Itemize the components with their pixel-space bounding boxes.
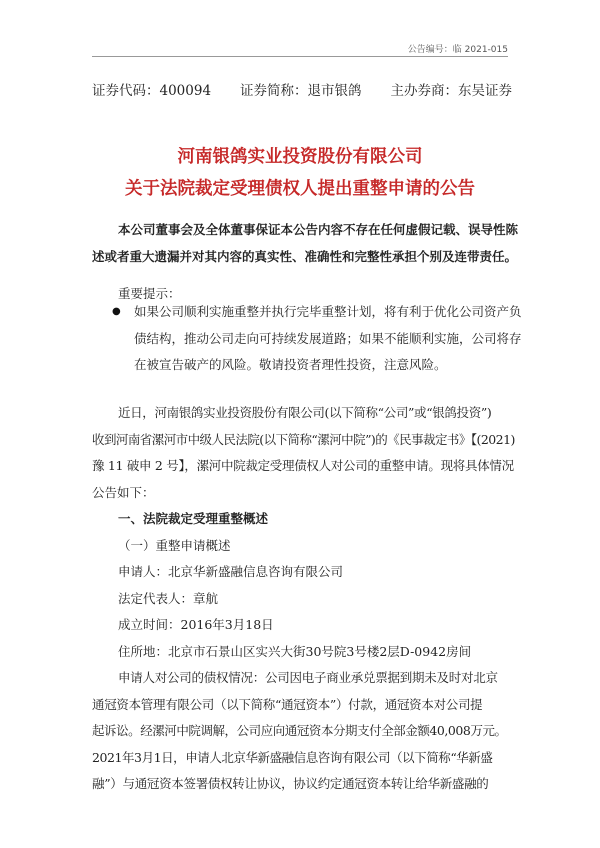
title-line-2: 关于法院裁定受理债权人提出重整申请的公告	[125, 179, 475, 199]
applicant: 申请人：北京华新盛融信息咨询有限公司	[118, 564, 344, 579]
address: 住所地：北京市石景山区实兴大街30号院3号楼2层D-0942房间	[118, 643, 472, 659]
board-statement-line: 述或者重大遗漏并对其内容的真实性、准确性和完整性承担个别及连带责任。	[92, 248, 518, 264]
claims-line: 融”）与通冠资本签署债权转让协议，协议约定通冠资本转让给华新盛融的	[92, 776, 489, 791]
intro-line: 近日，河南银鸽实业投资股份有限公司(以下简称“公司”或“银鸽投资”)	[118, 405, 492, 420]
notice-line: 如果公司顺利实施重整并执行完毕重整计划，将有利于优化公司资产负	[134, 304, 522, 319]
section-heading: 一、法院裁定受理重整概述	[118, 511, 269, 526]
notice-line: 债结构，推动公司走向可持续发展道路；如果不能顺利实施，公司将存	[134, 330, 522, 346]
intro-line: 豫 11 破申 2 号】，漯河中院裁定受理债权人对公司的重整申请。现将具体情况	[92, 458, 514, 473]
security-abbr: 证券简称：退市银鸽	[240, 83, 362, 99]
notice-label: 重要提示：	[118, 286, 181, 301]
bullet-icon: ●	[112, 306, 121, 317]
announcement-code: 公告编号：临 2021-015	[407, 45, 508, 55]
legal-representative: 法定代表人：章航	[118, 590, 219, 606]
title-line-1: 河南银鸽实业投资股份有限公司	[177, 147, 423, 167]
claims-line: 起诉讼。经漯河中院调解，公司应向通冠资本分期支付全部金额40,008万元。	[92, 723, 507, 738]
intro-line: 公告如下：	[92, 484, 155, 500]
claims-line: 通冠资本管理有限公司（以下简称“通冠资本”）付款，通冠资本对公司提	[92, 696, 483, 712]
header-rule	[92, 56, 508, 57]
founded-date: 成立时间：2016年3月18日	[118, 617, 274, 632]
intro-line: 收到河南省漯河市中级人民法院(以下简称“漯河中院”)的《民事裁定书》【(2021)	[92, 431, 515, 447]
subsection-heading: （一）重整申请概述	[118, 537, 231, 553]
claims-line: 申请人对公司的债权情况：公司因电子商业承兑票据到期未及时对北京	[118, 670, 498, 685]
broker: 主办券商：东吴证券	[390, 83, 512, 99]
securities-info	[92, 79, 512, 99]
claims-line: 2021年3月1日，申请人北京华新盛融信息咨询有限公司（以下简称“华新盛	[92, 749, 493, 765]
security-code: 证券代码：400094	[92, 83, 212, 99]
board-statement-line: 本公司董事会及全体董事保证本公告内容不存在任何虚假记载、误导性陈	[118, 222, 519, 237]
notice-line: 在被宣告破产的风险。敬请投资者理性投资，注意风险。	[134, 357, 447, 372]
